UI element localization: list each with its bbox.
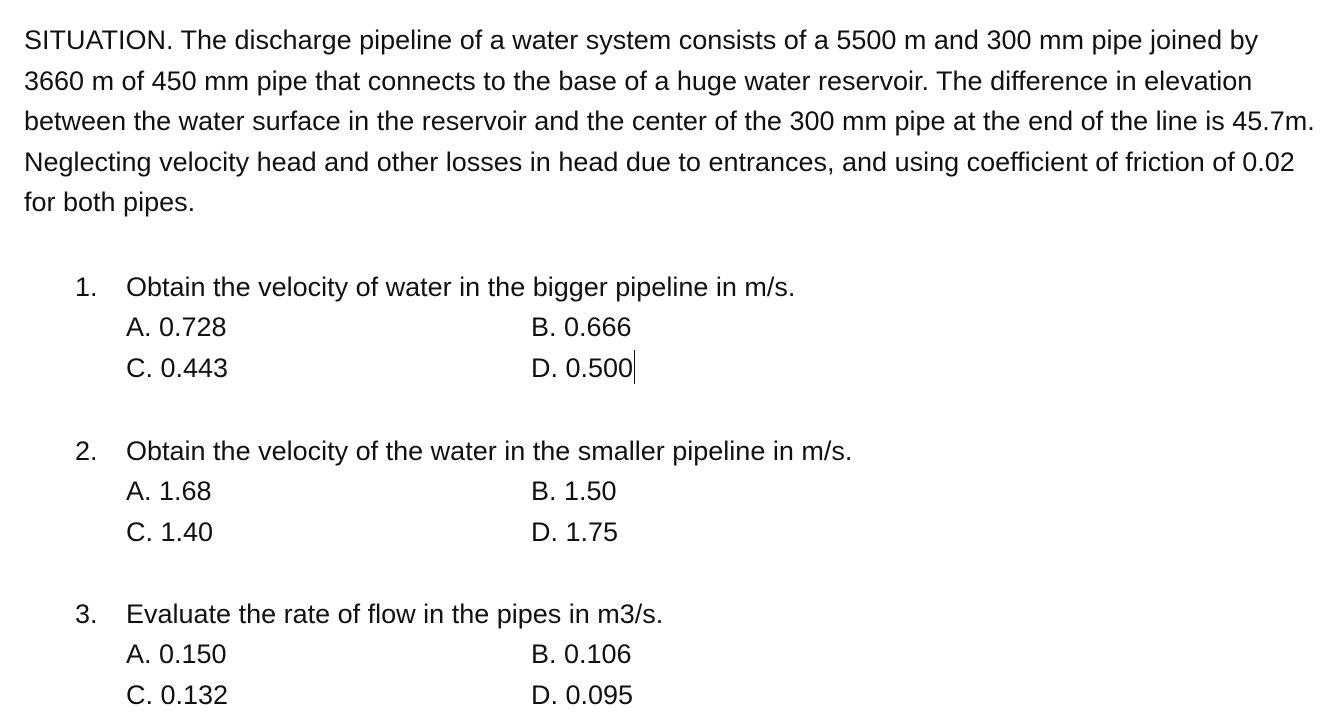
- option-c: C. 0.443: [126, 353, 229, 383]
- option-a: A. 0.150: [126, 639, 227, 669]
- question-text: Obtain the velocity of the water in the smaller pipeline in m/s.: [126, 436, 853, 466]
- text-cursor: [634, 350, 635, 384]
- option-d-wrapper: [531, 348, 635, 388]
- question-text: Evaluate the rate of flow in the pipes in m3/s.: [126, 599, 664, 629]
- option-c: C. 0.132: [126, 680, 229, 710]
- option-d: D. 1.75: [531, 517, 619, 547]
- question-number: 3.: [75, 599, 98, 629]
- option-d: D. 0.095: [531, 680, 634, 710]
- option-b: B. 0.106: [531, 639, 632, 669]
- option-b: B. 0.666: [531, 312, 632, 342]
- question-text: Obtain the velocity of water in the bigger pipeline in m/s.: [126, 272, 796, 302]
- situation-paragraph: SITUATION. The discharge pipeline of a water system consists of a 5500 m and 300 mm pipe joined by 3660 m of 450 mm pipe that connects to the base of a huge water reservoir. The difference in elevation between the water surface in the reservoir and the center of the 300 mm pipe at the end of the line is 45.7m. Neglecting velocity head and other losses in head due to entrances, and using coefficient of friction of 0.02 for both pipes.: [24, 25, 1315, 217]
- document-body: [24, 20, 1320, 223]
- option-b: B. 1.50: [531, 476, 617, 506]
- question-number: 1.: [75, 272, 98, 302]
- option-d: D. 0.500: [531, 353, 634, 383]
- option-a: A. 0.728: [126, 312, 227, 342]
- option-a: A. 1.68: [126, 476, 212, 506]
- question-number: 2.: [75, 436, 98, 466]
- option-c: C. 1.40: [126, 517, 214, 547]
